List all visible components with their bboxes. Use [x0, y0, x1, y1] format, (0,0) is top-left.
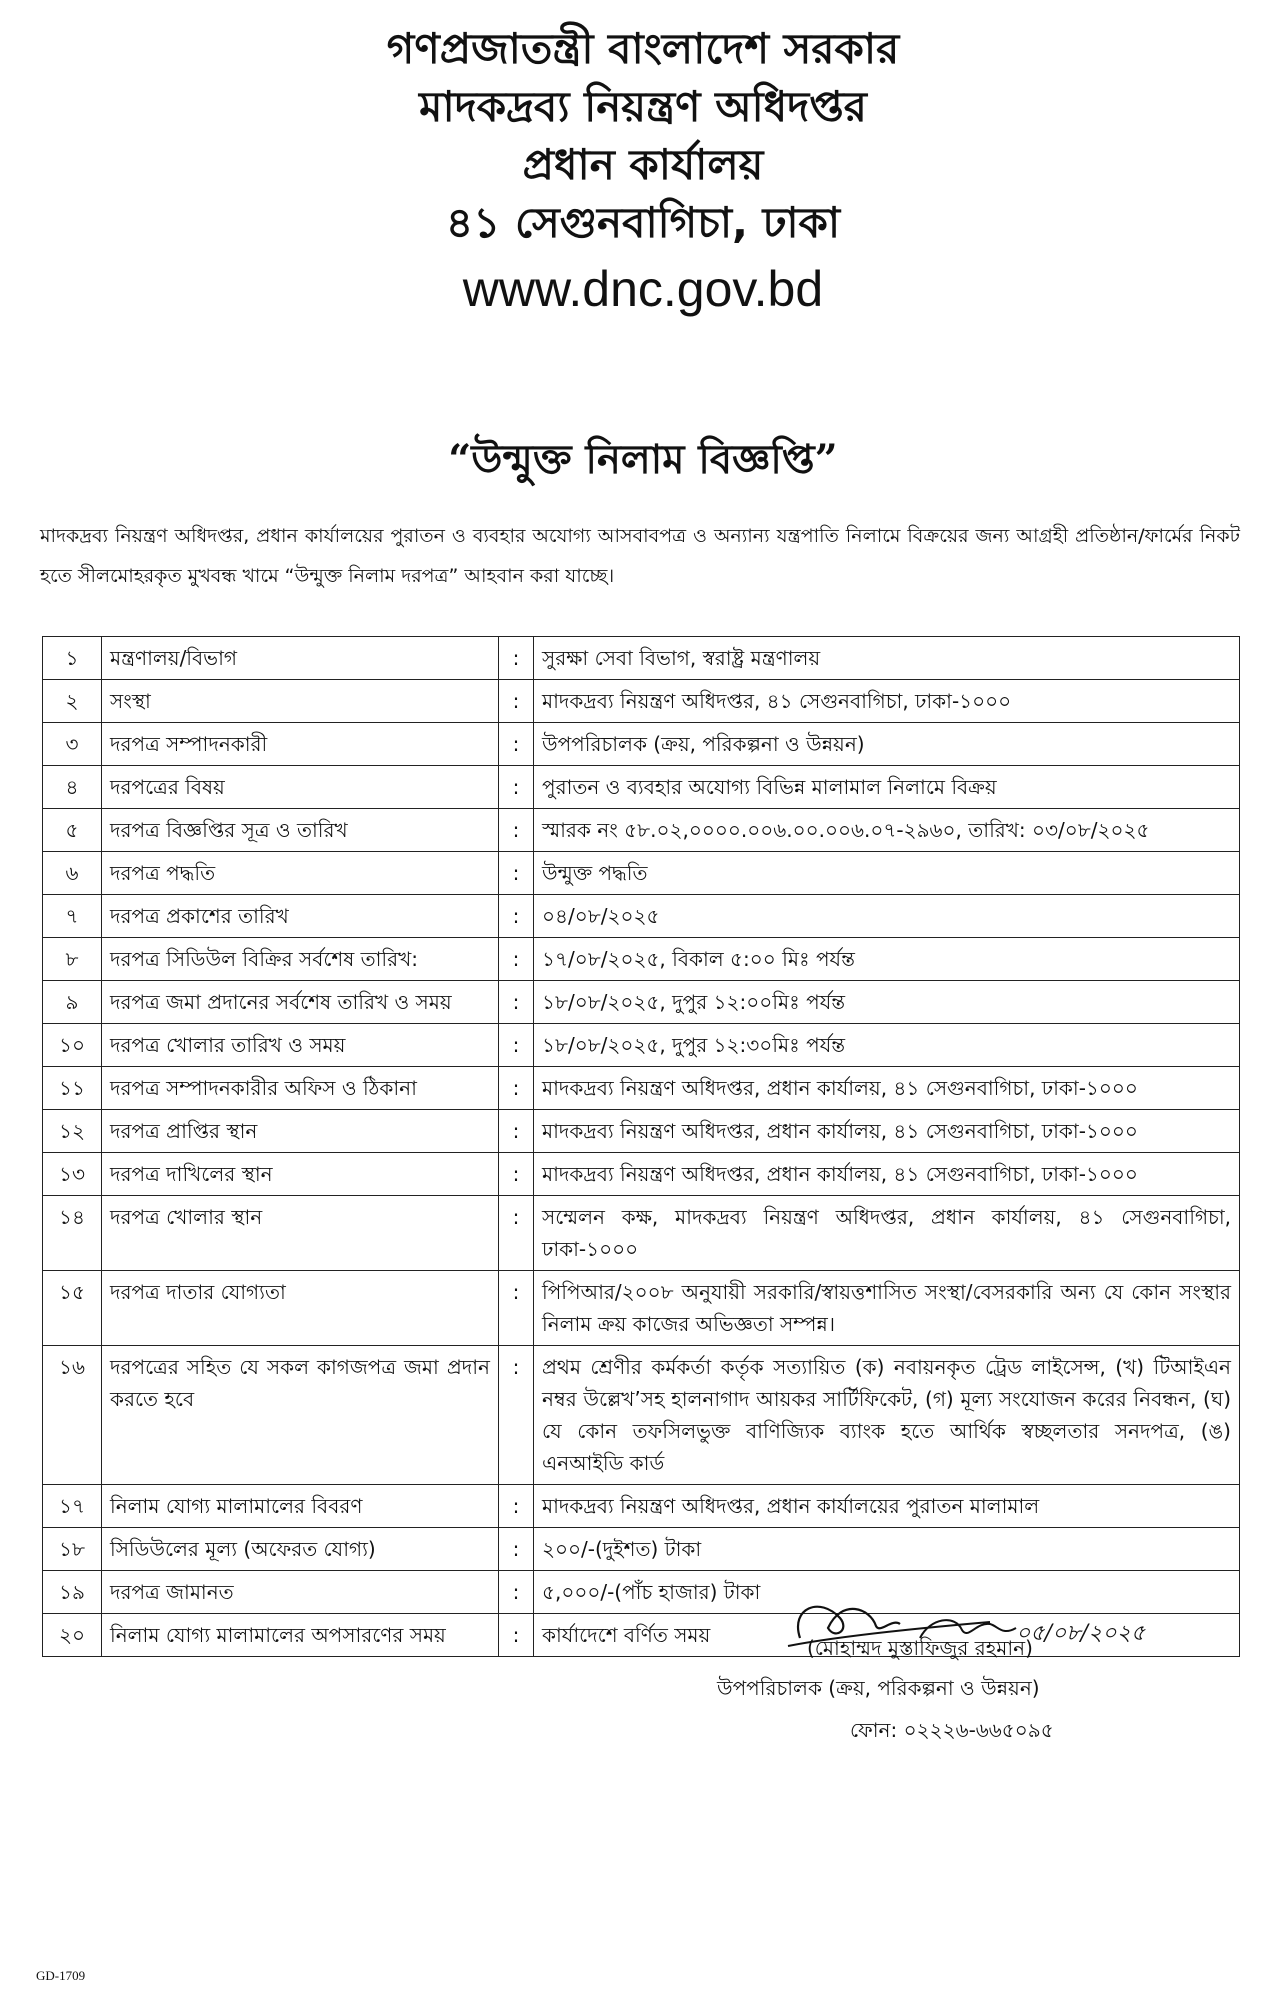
- colon-cell: :: [499, 1067, 534, 1110]
- value-cell: ২০০/-(দুইশত) টাকা: [534, 1528, 1240, 1571]
- colon-cell: :: [499, 809, 534, 852]
- value-cell: ১৮/০৮/২০২৫, দুপুর ১২:০০মিঃ পর্যন্ত: [534, 981, 1240, 1024]
- label-cell: সিডিউলের মূল্য (অফেরত যোগ্য): [102, 1528, 499, 1571]
- serial-cell: ১৯: [43, 1571, 102, 1614]
- table-row: [43, 981, 1240, 1024]
- government-title: গণপ্রজাতন্ত্রী বাংলাদেশ সরকার: [386, 24, 900, 73]
- label-cell: দরপত্র জমা প্রদানের সর্বশেষ তারিখ ও সময়: [102, 981, 499, 1024]
- value-cell: ৫,০০০/-(পাঁচ হাজার) টাকা: [534, 1571, 1240, 1614]
- signature-date: ০৫/০৮/২০২৫: [1016, 1621, 1146, 1646]
- label-cell: দরপত্র পদ্ধতি: [102, 852, 499, 895]
- value-cell: সুরক্ষা সেবা বিভাগ, স্বরাষ্ট্র মন্ত্রণালয়: [534, 637, 1240, 680]
- value-cell: মাদকদ্রব্য নিয়ন্ত্রণ অধিদপ্তর, ৪১ সেগুনবাগিচা, ঢাকা-১০০০: [534, 680, 1240, 723]
- label-cell: দরপত্র বিজ্ঞপ্তির সূত্র ও তারিখ: [102, 809, 499, 852]
- table-row: [43, 895, 1240, 938]
- table-row: [43, 1067, 1240, 1110]
- colon-cell: :: [499, 1153, 534, 1196]
- value-cell: পুরাতন ও ব্যবহার অযোগ্য বিভিন্ন মালামাল নিলামে বিক্রয়: [534, 766, 1240, 809]
- label-cell: দরপত্র প্রকাশের তারিখ: [102, 895, 499, 938]
- serial-cell: ১০: [43, 1024, 102, 1067]
- label-cell: দরপত্র দাতার যোগ্যতা: [102, 1271, 499, 1346]
- label-cell: মন্ত্রণালয়/বিভাগ: [102, 637, 499, 680]
- value-cell: কার্যাদেশে বর্ণিত সময়: [534, 1614, 1240, 1657]
- serial-cell: ৫: [43, 809, 102, 852]
- value-cell: মাদকদ্রব্য নিয়ন্ত্রণ অধিদপ্তর, প্রধান কার্যালয়, ৪১ সেগুনবাগিচা, ঢাকা-১০০০: [534, 1153, 1240, 1196]
- table-row: [43, 1024, 1240, 1067]
- table-row: [43, 1153, 1240, 1196]
- label-cell: নিলাম যোগ্য মালামালের বিবরণ: [102, 1485, 499, 1528]
- label-cell: দরপত্রের সহিত যে সকল কাগজপত্র জমা প্রদান করতে হবে: [102, 1346, 499, 1485]
- value-cell: মাদকদ্রব্য নিয়ন্ত্রণ অধিদপ্তর, প্রধান কার্যালয়, ৪১ সেগুনবাগিচা, ঢাকা-১০০০: [534, 1110, 1240, 1153]
- value-cell: ১৭/০৮/২০২৫, বিকাল ৫:০০ মিঃ পর্যন্ত: [534, 938, 1240, 981]
- label-cell: দরপত্র খোলার স্থান: [102, 1196, 499, 1271]
- table-row: [43, 1271, 1240, 1346]
- table-row: [43, 680, 1240, 723]
- serial-cell: ২: [43, 680, 102, 723]
- signatory-name: (মোহাম্মদ মুস্তাফিজুর রহমান): [807, 1636, 1033, 1660]
- serial-cell: ১৬: [43, 1346, 102, 1485]
- value-cell: ০৪/০৮/২০২৫: [534, 895, 1240, 938]
- label-cell: নিলাম যোগ্য মালামালের অপসারণের সময়: [102, 1614, 499, 1657]
- colon-cell: :: [499, 1528, 534, 1571]
- label-cell: দরপত্র সম্পাদনকারী: [102, 723, 499, 766]
- colon-cell: :: [499, 637, 534, 680]
- colon-cell: :: [499, 852, 534, 895]
- table-row: [43, 1485, 1240, 1528]
- value-cell: মাদকদ্রব্য নিয়ন্ত্রণ অধিদপ্তর, প্রধান কার্যালয়ের পুরাতন মালামাল: [534, 1485, 1240, 1528]
- letterhead: [0, 20, 1286, 324]
- colon-cell: :: [499, 1110, 534, 1153]
- colon-cell: :: [499, 1614, 534, 1657]
- colon-cell: :: [499, 1571, 534, 1614]
- serial-cell: ১৩: [43, 1153, 102, 1196]
- serial-cell: ১২: [43, 1110, 102, 1153]
- notice-title: “উন্মুক্ত নিলাম বিজ্ঞপ্তি”: [448, 436, 838, 483]
- colon-cell: :: [499, 938, 534, 981]
- serial-cell: ৬: [43, 852, 102, 895]
- document-code: GD-1709: [36, 1968, 86, 1983]
- colon-cell: :: [499, 1485, 534, 1528]
- tender-info-table: [42, 636, 1240, 1657]
- label-cell: দরপত্র খোলার তারিখ ও সময়: [102, 1024, 499, 1067]
- table-row: [43, 1110, 1240, 1153]
- table-row: [43, 766, 1240, 809]
- serial-cell: ৮: [43, 938, 102, 981]
- intro-paragraph: মাদকদ্রব্য নিয়ন্ত্রণ অধিদপ্তর, প্রধান কার্যালয়ের পুরাতন ও ব্যবহার অযোগ্য আসবাবপত্র ও অন্যান্য যন্ত্রপাতি নিলামে বিক্রয়ের জন্য আগ্রহী প্রতিষ্ঠান/ফার্মের নিকট হতে সীলমোহরকৃত মুখবন্ধ খামে “উন্মুক্ত নিলাম দরপত্র” আহবান করা যাচ্ছে।: [40, 525, 1240, 587]
- colon-cell: :: [499, 1196, 534, 1271]
- colon-cell: :: [499, 766, 534, 809]
- value-cell: ১৮/০৮/২০২৫, দুপুর ১২:৩০মিঃ পর্যন্ত: [534, 1024, 1240, 1067]
- colon-cell: :: [499, 1271, 534, 1346]
- table-row: [43, 637, 1240, 680]
- serial-cell: ১: [43, 637, 102, 680]
- value-cell: উপপরিচালক (ক্রয়, পরিকল্পনা ও উন্নয়ন): [534, 723, 1240, 766]
- colon-cell: :: [499, 1346, 534, 1485]
- colon-cell: :: [499, 723, 534, 766]
- serial-cell: ৪: [43, 766, 102, 809]
- label-cell: দরপত্র দাখিলের স্থান: [102, 1153, 499, 1196]
- serial-cell: ৭: [43, 895, 102, 938]
- value-cell: উন্মুক্ত পদ্ধতি: [534, 852, 1240, 895]
- label-cell: দরপত্রের বিষয়: [102, 766, 499, 809]
- value-cell: সম্মেলন কক্ষ, মাদকদ্রব্য নিয়ন্ত্রণ অধিদপ্তর, প্রধান কার্যালয়, ৪১ সেগুনবাগিচা, ঢাকা-১০০০: [534, 1196, 1240, 1271]
- serial-cell: ১৭: [43, 1485, 102, 1528]
- colon-cell: :: [499, 680, 534, 723]
- table-row: [43, 852, 1240, 895]
- table-row: [43, 1346, 1240, 1485]
- table-row: [43, 723, 1240, 766]
- serial-cell: ২০: [43, 1614, 102, 1657]
- colon-cell: :: [499, 981, 534, 1024]
- table-row: [43, 1528, 1240, 1571]
- value-cell: প্রথম শ্রেণীর কর্মকর্তা কর্তৃক সত্যায়িত (ক) নবায়নকৃত ট্রেড লাইসেন্স, (খ) টিআইএন নম্বর উল্লেখ’সহ হালনাগাদ আয়কর সার্টিফিকেট, (গ) মূল্য সংযোজন করের নিবন্ধন, (ঘ) যে কোন তফসিলভুক্ত বাণিজ্যিক ব্যাংক হতে আর্থিক স্বচ্ছলতার সনদপত্র, (ঙ) এনআইডি কার্ড: [534, 1346, 1240, 1485]
- value-cell: পিপিআর/২০০৮ অনুযায়ী সরকারি/স্বায়ত্তশাসিত সংস্থা/বেসরকারি অন্য যে কোন সংস্থার নিলাম ক্রয় কাজের অভিজ্ঞতা সম্পন্ন।: [534, 1271, 1240, 1346]
- table-row: [43, 1196, 1240, 1271]
- colon-cell: :: [499, 895, 534, 938]
- signatory-designation: উপপরিচালক (ক্রয়, পরিকল্পনা ও উন্নয়ন): [717, 1676, 1040, 1700]
- table-row: [43, 938, 1240, 981]
- label-cell: দরপত্র জামানত: [102, 1571, 499, 1614]
- office-address: ৪১ সেগুনবাগিচা, ঢাকা: [445, 198, 841, 247]
- department-title: মাদকদ্রব্য নিয়ন্ত্রণ অধিদপ্তর: [419, 82, 867, 131]
- label-cell: দরপত্র সম্পাদনকারীর অফিস ও ঠিকানা: [102, 1067, 499, 1110]
- serial-cell: ১৪: [43, 1196, 102, 1271]
- website-link[interactable]: www.dnc.gov.bd: [462, 261, 824, 317]
- label-cell: দরপত্র সিডিউল বিক্রির সর্বশেষ তারিখ:: [102, 938, 499, 981]
- colon-cell: :: [499, 1024, 534, 1067]
- serial-cell: ১৫: [43, 1271, 102, 1346]
- serial-cell: ১১: [43, 1067, 102, 1110]
- serial-cell: ১৮: [43, 1528, 102, 1571]
- serial-cell: ৩: [43, 723, 102, 766]
- value-cell: মাদকদ্রব্য নিয়ন্ত্রণ অধিদপ্তর, প্রধান কার্যালয়, ৪১ সেগুনবাগিচা, ঢাকা-১০০০: [534, 1067, 1240, 1110]
- signatory-phone: ফোন: ০২২২৬-৬৬৫০৯৫: [850, 1718, 1054, 1742]
- label-cell: সংস্থা: [102, 680, 499, 723]
- signature-block: [700, 1570, 1260, 1990]
- value-cell: স্মারক নং ৫৮.০২,০০০০.০০৬.০০.০০৬.০৭-২৯৬০, তারিখ: ০৩/০৮/২০২৫: [534, 809, 1240, 852]
- office-title: প্রধান কার্যালয়: [522, 140, 764, 189]
- serial-cell: ৯: [43, 981, 102, 1024]
- table-row: [43, 809, 1240, 852]
- label-cell: দরপত্র প্রাপ্তির স্থান: [102, 1110, 499, 1153]
